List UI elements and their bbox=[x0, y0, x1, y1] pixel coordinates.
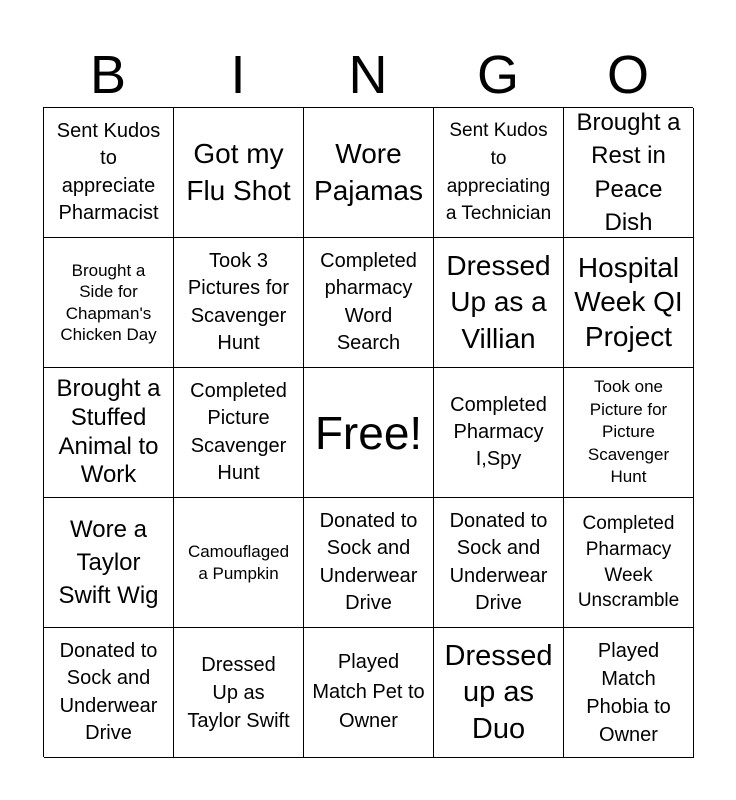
bingo-cell[interactable] bbox=[434, 628, 564, 758]
bingo-cell[interactable] bbox=[44, 498, 174, 628]
header-letter-g: G bbox=[476, 45, 519, 105]
bingo-cell[interactable] bbox=[174, 498, 304, 628]
bingo-cell[interactable] bbox=[44, 628, 174, 758]
cell-text: Brought a Side for Chapman's Chicken Day bbox=[60, 261, 157, 344]
bingo-cell[interactable] bbox=[564, 368, 694, 498]
cell-text: Wore Pajamas bbox=[314, 138, 423, 206]
bingo-cell[interactable] bbox=[564, 498, 694, 628]
bingo-cell[interactable] bbox=[304, 238, 434, 368]
cell-text: Played Match Phobia to Owner bbox=[586, 639, 671, 746]
cell-text: Completed Picture Scavenger Hunt bbox=[190, 380, 287, 484]
cell-text: Hospital Week QI Project bbox=[574, 252, 683, 352]
bingo-cell[interactable] bbox=[434, 238, 564, 368]
cell-text: Camouflaged a Pumpkin bbox=[187, 542, 290, 583]
bingo-cell[interactable] bbox=[564, 628, 694, 758]
bingo-cell[interactable] bbox=[304, 368, 434, 498]
bingo-cell[interactable] bbox=[304, 108, 434, 238]
cell-text: Dressed Up as Taylor Swift bbox=[187, 653, 290, 732]
bingo-cell[interactable] bbox=[304, 628, 434, 758]
header-letter-o: O bbox=[606, 45, 649, 105]
header-letter-i: I bbox=[230, 45, 246, 105]
free-space: Free! bbox=[314, 406, 423, 459]
bingo-cell[interactable] bbox=[304, 498, 434, 628]
bingo-cell[interactable] bbox=[174, 368, 304, 498]
cell-text: Donated to Sock and Underwear Drive bbox=[59, 640, 158, 744]
cell-text: Dressed Up as a Villian bbox=[446, 249, 551, 354]
header-letter-b: B bbox=[89, 45, 127, 105]
cell-text: Donated to Sock and Underwear Drive bbox=[449, 510, 548, 614]
bingo-cell[interactable] bbox=[174, 628, 304, 758]
cell-text: Wore a Taylor Swift Wig bbox=[58, 515, 159, 610]
cell-text: Brought a Rest in Peace Dish bbox=[576, 109, 681, 236]
bingo-cell[interactable] bbox=[174, 108, 304, 238]
bingo-cell[interactable] bbox=[564, 238, 694, 368]
bingo-cell[interactable] bbox=[174, 238, 304, 368]
bingo-cell[interactable] bbox=[434, 498, 564, 628]
cell-text: Completed Pharmacy I,Spy bbox=[450, 393, 547, 471]
cell-text: Played Match Pet to Owner bbox=[312, 651, 425, 733]
cell-text: Took one Picture for Picture Scavenger Hunt bbox=[587, 377, 670, 487]
bingo-cell[interactable] bbox=[44, 368, 174, 498]
bingo-cell[interactable] bbox=[44, 238, 174, 368]
bingo-cell[interactable] bbox=[44, 108, 174, 238]
bingo-board bbox=[43, 107, 693, 757]
cell-text: Brought a Stuffed Animal to Work bbox=[56, 374, 161, 489]
cell-text: Donated to Sock and Underwear Drive bbox=[319, 510, 418, 614]
cell-text: Dressed up as Duo bbox=[444, 639, 553, 745]
bingo-cell[interactable] bbox=[434, 368, 564, 498]
cell-text: Got my Flu Shot bbox=[186, 138, 291, 206]
cell-text: Sent Kudos to appreciate Pharmacist bbox=[56, 120, 161, 224]
cell-text: Took 3 Pictures for Scavenger Hunt bbox=[187, 250, 290, 354]
bingo-header bbox=[43, 44, 693, 106]
header-letter-n: N bbox=[348, 45, 388, 105]
bingo-cell[interactable] bbox=[564, 108, 694, 238]
cell-text: Completed Pharmacy Week Unscramble bbox=[577, 512, 680, 612]
cell-text: Sent Kudos to appreciating a Technician bbox=[445, 120, 552, 225]
bingo-cell[interactable] bbox=[434, 108, 564, 238]
cell-text: Completed pharmacy Word Search bbox=[320, 250, 417, 354]
